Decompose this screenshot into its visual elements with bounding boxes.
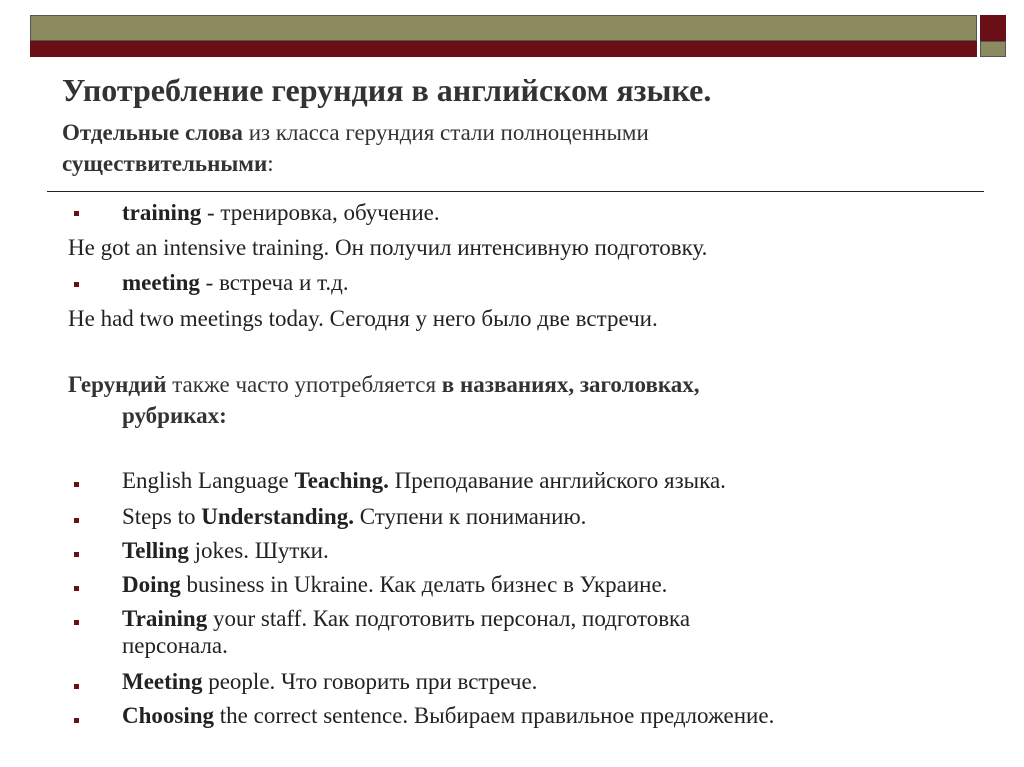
- section-mid: также часто употребляется: [166, 372, 442, 397]
- list-item-gerund: Understanding.: [201, 504, 354, 529]
- corner-square-olive: [980, 41, 1006, 57]
- example-translation: - встреча и т.д.: [199, 270, 349, 295]
- subtitle-colon: :: [267, 151, 274, 176]
- corner-square-maroon: [980, 15, 1006, 41]
- section-heading-cont: рубриках:: [122, 403, 227, 428]
- list-item-continuation: персонала.: [122, 633, 228, 658]
- bullet-icon: [74, 552, 79, 557]
- example-word: meeting: [122, 270, 200, 295]
- list-item: [122, 703, 774, 729]
- header-bar-maroon: [30, 41, 977, 57]
- bullet-icon: [74, 586, 79, 591]
- list-item: [122, 468, 726, 494]
- list-item-post: the correct sentence. Выбираем правильное предложение.: [214, 703, 775, 728]
- bullet-icon: [74, 282, 79, 287]
- list-item-gerund: Telling: [122, 538, 189, 563]
- example-sentence: He got an intensive training. Он получил интенсивную подготовку.: [68, 235, 708, 260]
- section-heading: [68, 372, 700, 398]
- header-bar-olive: [30, 15, 977, 41]
- section-bold-tail: в названиях, заголовках,: [441, 372, 700, 397]
- bullet-icon: [74, 482, 79, 487]
- example-item: [122, 270, 349, 296]
- list-item-gerund: Meeting: [122, 669, 203, 694]
- subtitle-bold-tail: существительными: [62, 151, 268, 176]
- list-item: [122, 606, 690, 632]
- list-item-post: people. Что говорить при встрече.: [202, 669, 538, 694]
- example-word: training: [122, 200, 202, 225]
- list-item-post: your staff. Как подготовить персонал, подготовка: [207, 606, 691, 631]
- title-divider: [47, 191, 984, 192]
- bullet-icon: [74, 684, 79, 689]
- list-item-pre: Steps to: [122, 504, 202, 529]
- list-item-gerund: Doing: [122, 572, 181, 597]
- list-item-post: Преподавание английского языка.: [388, 468, 726, 493]
- slide-title: Употребление герундия в английском языке.: [62, 72, 712, 108]
- example-translation: - тренировка, обучение.: [201, 200, 440, 225]
- list-item: [122, 538, 329, 564]
- list-item: [122, 572, 667, 598]
- slide-subtitle: [62, 117, 842, 179]
- bullet-icon: [74, 518, 79, 523]
- list-item-pre: English Language: [122, 468, 295, 493]
- list-item: [122, 504, 586, 530]
- list-item-post: jokes. Шутки.: [188, 538, 329, 563]
- bullet-icon: [74, 718, 79, 723]
- list-item: [122, 669, 537, 695]
- list-item-gerund: Choosing: [122, 703, 215, 728]
- list-item-gerund: Teaching.: [294, 468, 389, 493]
- bullet-icon: [74, 211, 79, 216]
- section-bold-lead: Герундий: [68, 372, 167, 397]
- example-sentence: He had two meetings today. Сегодня у него было две встречи.: [68, 306, 658, 331]
- list-item-post: Ступени к пониманию.: [353, 504, 587, 529]
- subtitle-bold-lead: Отдельные слова: [62, 120, 243, 145]
- list-item-gerund: Training: [122, 606, 208, 631]
- example-item: [122, 200, 440, 226]
- bullet-icon: [74, 620, 79, 625]
- subtitle-mid: из класса герундия стали полноценными: [242, 120, 649, 145]
- list-item-post: business in Ukraine. Как делать бизнес в Украине.: [180, 572, 668, 597]
